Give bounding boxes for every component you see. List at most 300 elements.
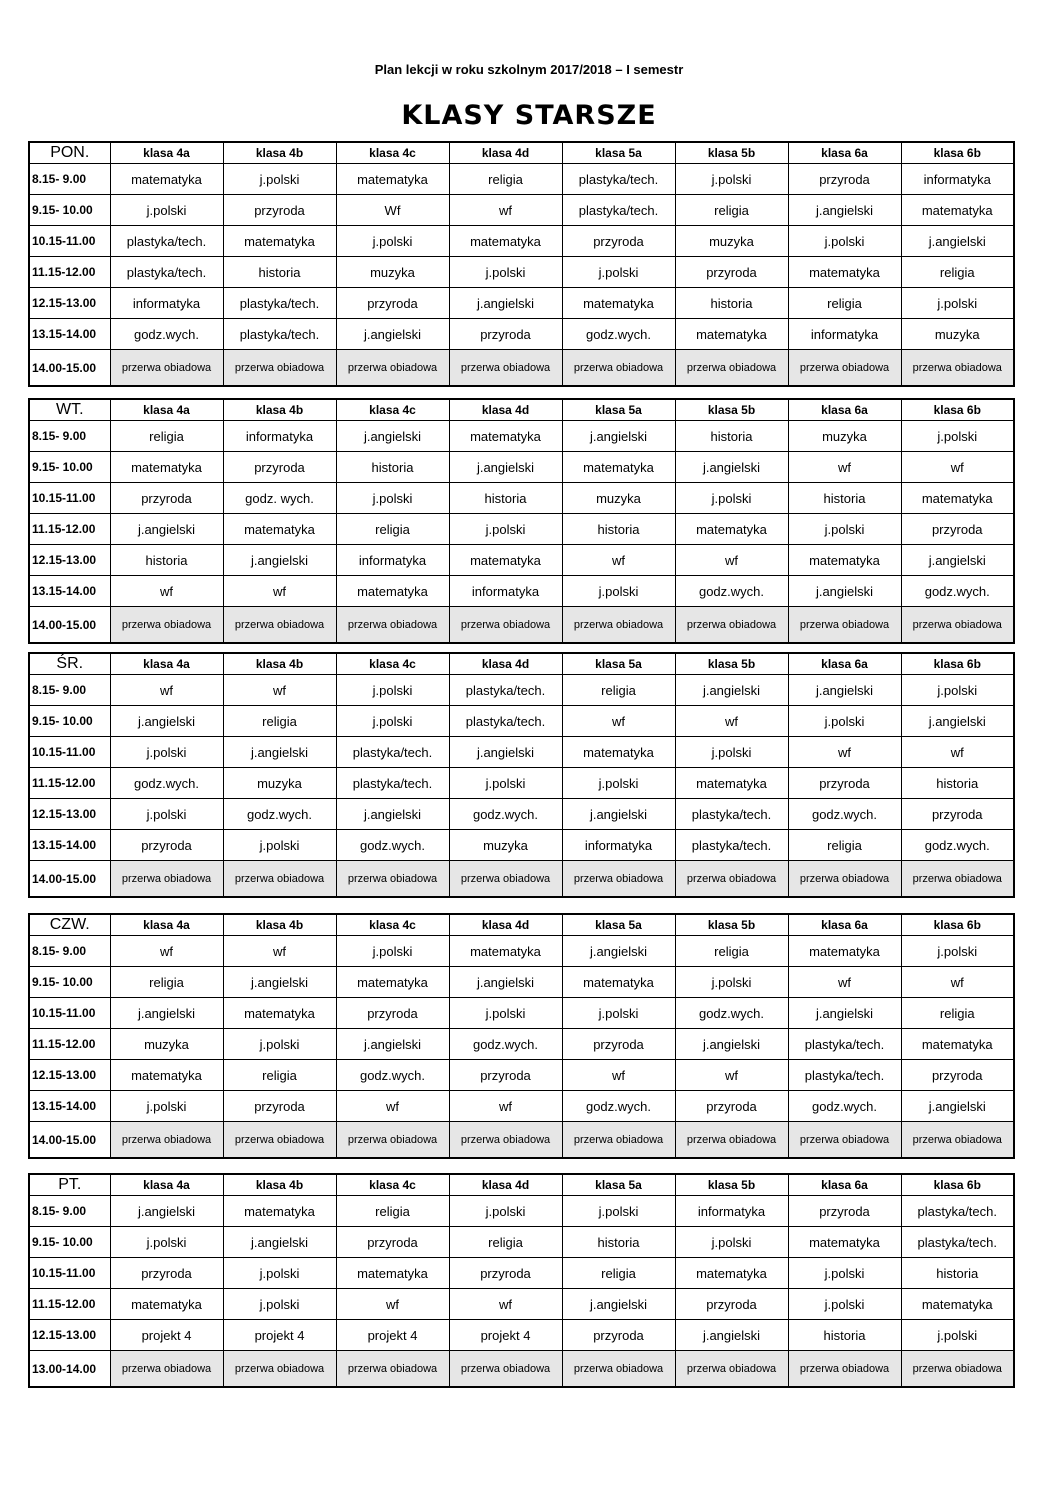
lesson-cell: j.polski [901,936,1014,967]
lesson-cell: matematyka [788,1227,901,1258]
lesson-cell: j.polski [901,1320,1014,1351]
lesson-cell: wf [449,1289,562,1320]
lesson-time: 10.15-11.00 [29,483,110,514]
lesson-cell: przyroda [562,226,675,257]
lesson-cell: religia [110,421,223,452]
lesson-row [29,319,1014,350]
break-cell: przerwa obiadowa [788,350,901,387]
lesson-cell: j.polski [675,164,788,195]
class-header: klasa 5a [562,1174,675,1196]
lesson-cell: historia [110,545,223,576]
class-header: klasa 4d [449,653,562,675]
lesson-cell: j.angielski [336,1029,449,1060]
lesson-cell: przyroda [901,514,1014,545]
lesson-cell: j.polski [449,998,562,1029]
class-header: klasa 4a [110,914,223,936]
lesson-cell: godz.wych. [562,1091,675,1122]
lesson-cell: godz.wych. [449,1029,562,1060]
break-time: 14.00-15.00 [29,607,110,644]
lesson-cell: j.angielski [562,936,675,967]
lesson-cell: wf [336,1091,449,1122]
class-header: klasa 5b [675,1174,788,1196]
lesson-cell: j.angielski [788,195,901,226]
lesson-cell: przyroda [449,319,562,350]
lunch-break-row [29,1351,1014,1388]
lesson-cell: historia [788,483,901,514]
lesson-cell: historia [562,514,675,545]
lesson-time: 11.15-12.00 [29,1029,110,1060]
break-time: 14.00-15.00 [29,350,110,387]
lesson-row [29,1091,1014,1122]
lesson-cell: godz.wych. [110,768,223,799]
lesson-cell: matematyka [788,936,901,967]
break-cell: przerwa obiadowa [788,861,901,898]
break-cell: przerwa obiadowa [675,1122,788,1159]
lesson-cell: godz.wych. [336,1060,449,1091]
lesson-cell: historia [562,1227,675,1258]
break-cell: przerwa obiadowa [562,350,675,387]
class-header: klasa 6b [901,399,1014,421]
break-cell: przerwa obiadowa [675,607,788,644]
lesson-cell: j.angielski [901,706,1014,737]
lesson-row [29,1289,1014,1320]
lesson-cell: j.angielski [110,514,223,545]
lesson-cell: religia [675,936,788,967]
lesson-cell: religia [901,257,1014,288]
lesson-cell: j.polski [336,226,449,257]
lesson-cell: religia [336,514,449,545]
lesson-cell: religia [449,164,562,195]
lesson-time: 8.15- 9.00 [29,675,110,706]
lesson-cell: wf [788,737,901,768]
lesson-time: 10.15-11.00 [29,1258,110,1289]
lesson-cell: historia [223,257,336,288]
break-cell: przerwa obiadowa [788,1351,901,1388]
lesson-time: 12.15-13.00 [29,1320,110,1351]
day-table [28,398,1015,644]
lesson-cell: j.polski [110,737,223,768]
lunch-break-row [29,607,1014,644]
lesson-cell: godz.wych. [223,799,336,830]
break-cell: przerwa obiadowa [562,607,675,644]
lesson-cell: j.polski [675,967,788,998]
lesson-cell: j.polski [223,830,336,861]
lesson-time: 13.15-14.00 [29,1091,110,1122]
lesson-cell: projekt 4 [223,1320,336,1351]
class-header: klasa 4c [336,399,449,421]
break-cell: przerwa obiadowa [449,1351,562,1388]
lesson-cell: wf [223,576,336,607]
day-table [28,913,1015,1159]
lesson-cell: wf [675,1060,788,1091]
lesson-row [29,421,1014,452]
break-cell: przerwa obiadowa [223,350,336,387]
lesson-cell: j.polski [675,483,788,514]
class-header: klasa 5b [675,653,788,675]
lesson-cell: j.angielski [675,1320,788,1351]
lesson-cell: j.angielski [336,799,449,830]
lesson-time: 13.15-14.00 [29,576,110,607]
lesson-cell: matematyka [110,164,223,195]
break-time: 14.00-15.00 [29,1122,110,1159]
lesson-time: 12.15-13.00 [29,1060,110,1091]
lesson-cell: plastyka/tech. [675,830,788,861]
lesson-cell: matematyka [223,226,336,257]
lesson-cell: projekt 4 [336,1320,449,1351]
lesson-cell: wf [449,1091,562,1122]
lesson-cell: godz.wych. [788,799,901,830]
lesson-cell: j.polski [901,288,1014,319]
lesson-cell: przyroda [336,288,449,319]
lesson-cell: religia [562,675,675,706]
class-header: klasa 4c [336,142,449,164]
lesson-cell: matematyka [449,936,562,967]
lesson-time: 12.15-13.00 [29,545,110,576]
lesson-time: 9.15- 10.00 [29,452,110,483]
lesson-cell: godz.wych. [901,576,1014,607]
lesson-cell: wf [788,967,901,998]
lesson-cell: matematyka [449,421,562,452]
lesson-cell: plastyka/tech. [562,195,675,226]
break-cell: przerwa obiadowa [449,607,562,644]
lesson-cell: matematyka [223,514,336,545]
lesson-cell: historia [901,768,1014,799]
lesson-row [29,576,1014,607]
break-cell: przerwa obiadowa [336,1122,449,1159]
lesson-time: 9.15- 10.00 [29,967,110,998]
class-header: klasa 4c [336,653,449,675]
lesson-time: 8.15- 9.00 [29,936,110,967]
lesson-cell: j.angielski [562,1289,675,1320]
lesson-row [29,1258,1014,1289]
class-header: klasa 4c [336,914,449,936]
lesson-cell: informatyka [336,545,449,576]
lesson-cell: matematyka [336,164,449,195]
lesson-cell: wf [675,545,788,576]
class-header: klasa 4a [110,1174,223,1196]
lesson-time: 11.15-12.00 [29,514,110,545]
class-header: klasa 6b [901,1174,1014,1196]
class-header: klasa 4c [336,1174,449,1196]
lesson-cell: j.angielski [901,545,1014,576]
lesson-cell: plastyka/tech. [223,288,336,319]
lesson-cell: matematyka [901,483,1014,514]
class-header: klasa 5b [675,399,788,421]
class-header: klasa 5b [675,914,788,936]
lesson-cell: matematyka [336,967,449,998]
lesson-row [29,830,1014,861]
lesson-cell: historia [336,452,449,483]
lesson-row [29,737,1014,768]
class-header: klasa 4d [449,142,562,164]
lesson-row [29,483,1014,514]
lesson-cell: plastyka/tech. [901,1227,1014,1258]
break-cell: przerwa obiadowa [449,350,562,387]
class-header: klasa 5b [675,142,788,164]
lesson-cell: j.polski [110,799,223,830]
lesson-cell: informatyka [223,421,336,452]
class-header: klasa 4d [449,914,562,936]
lesson-cell: j.polski [336,483,449,514]
lesson-cell: j.angielski [788,998,901,1029]
break-cell: przerwa obiadowa [110,1122,223,1159]
lesson-cell: plastyka/tech. [562,164,675,195]
class-header: klasa 6a [788,653,901,675]
document-title: KLASY STARSZE [401,100,657,131]
break-cell: przerwa obiadowa [449,1122,562,1159]
lesson-row [29,799,1014,830]
lesson-cell: informatyka [901,164,1014,195]
lesson-cell: j.polski [788,226,901,257]
lesson-cell: przyroda [562,1320,675,1351]
lesson-cell: przyroda [110,830,223,861]
class-header: klasa 4a [110,399,223,421]
lesson-cell: j.polski [562,1196,675,1227]
lesson-time: 11.15-12.00 [29,1289,110,1320]
lesson-time: 12.15-13.00 [29,288,110,319]
lesson-cell: wf [449,195,562,226]
lesson-cell: przyroda [675,1289,788,1320]
lesson-row [29,1196,1014,1227]
class-header: klasa 4b [223,1174,336,1196]
lesson-cell: matematyka [110,1060,223,1091]
lesson-time: 11.15-12.00 [29,768,110,799]
lesson-cell: j.angielski [336,421,449,452]
day-table [28,141,1015,387]
lesson-cell: przyroda [675,1091,788,1122]
lesson-cell: przyroda [223,452,336,483]
lesson-row [29,164,1014,195]
lunch-break-row [29,350,1014,387]
lesson-time: 9.15- 10.00 [29,706,110,737]
lesson-cell: j.polski [788,1289,901,1320]
class-header: klasa 5a [562,653,675,675]
lesson-row [29,1060,1014,1091]
lesson-cell: j.angielski [223,967,336,998]
break-cell: przerwa obiadowa [223,607,336,644]
lesson-cell: religia [562,1258,675,1289]
lesson-cell: j.polski [223,1258,336,1289]
lesson-cell: matematyka [788,545,901,576]
lesson-cell: godz.wych. [449,799,562,830]
lesson-cell: przyroda [223,1091,336,1122]
lesson-cell: historia [675,421,788,452]
lesson-cell: przyroda [336,1227,449,1258]
lesson-cell: godz.wych. [562,319,675,350]
lesson-cell: wf [562,1060,675,1091]
lesson-cell: godz.wych. [675,998,788,1029]
class-header: klasa 5a [562,142,675,164]
lesson-cell: informatyka [110,288,223,319]
break-cell: przerwa obiadowa [901,1122,1014,1159]
lesson-cell: plastyka/tech. [675,799,788,830]
class-header: klasa 4a [110,142,223,164]
lesson-cell: matematyka [562,452,675,483]
lesson-cell: godz.wych. [901,830,1014,861]
lesson-cell: informatyka [562,830,675,861]
lesson-cell: plastyka/tech. [901,1196,1014,1227]
lesson-cell: j.angielski [788,675,901,706]
lesson-cell: matematyka [110,452,223,483]
lesson-cell: wf [901,967,1014,998]
lesson-row [29,967,1014,998]
lesson-cell: j.polski [675,737,788,768]
break-cell: przerwa obiadowa [336,350,449,387]
lesson-cell: j.polski [336,706,449,737]
class-header: klasa 6a [788,914,901,936]
class-header: klasa 5a [562,914,675,936]
lesson-row [29,545,1014,576]
lesson-cell: plastyka/tech. [336,768,449,799]
lesson-cell: j.polski [449,768,562,799]
lesson-cell: wf [110,576,223,607]
lesson-cell: przyroda [223,195,336,226]
lesson-cell: plastyka/tech. [110,257,223,288]
break-cell: przerwa obiadowa [110,607,223,644]
lesson-time: 13.15-14.00 [29,830,110,861]
class-header: klasa 4d [449,1174,562,1196]
lesson-cell: godz.wych. [110,319,223,350]
break-cell: przerwa obiadowa [562,1351,675,1388]
lesson-cell: przyroda [675,257,788,288]
lesson-row [29,675,1014,706]
class-header: klasa 4d [449,399,562,421]
class-header: klasa 4a [110,653,223,675]
lesson-time: 10.15-11.00 [29,737,110,768]
lesson-cell: j.polski [675,1227,788,1258]
class-header: klasa 6b [901,653,1014,675]
lesson-cell: matematyka [901,1289,1014,1320]
lesson-cell: j.angielski [449,737,562,768]
break-time: 13.00-14.00 [29,1351,110,1388]
lesson-cell: j.angielski [449,967,562,998]
break-cell: przerwa obiadowa [449,861,562,898]
lesson-cell: j.angielski [110,706,223,737]
lesson-cell: matematyka [449,545,562,576]
lesson-cell: matematyka [562,967,675,998]
lesson-cell: matematyka [562,737,675,768]
lesson-cell: historia [788,1320,901,1351]
lesson-row [29,257,1014,288]
lesson-cell: muzyka [449,830,562,861]
lesson-time: 8.15- 9.00 [29,1196,110,1227]
lesson-cell: przyroda [110,1258,223,1289]
lesson-cell: j.polski [449,1196,562,1227]
lesson-cell: muzyka [562,483,675,514]
day-name: PT. [29,1174,110,1196]
lesson-cell: wf [336,1289,449,1320]
lesson-cell: projekt 4 [449,1320,562,1351]
break-cell: przerwa obiadowa [901,607,1014,644]
lesson-cell: przyroda [449,1258,562,1289]
lesson-cell: j.polski [788,1258,901,1289]
lesson-cell: j.angielski [675,452,788,483]
lesson-cell: historia [901,1258,1014,1289]
lunch-break-row [29,861,1014,898]
lesson-time: 12.15-13.00 [29,799,110,830]
lesson-row [29,936,1014,967]
day-header-row [29,399,1014,421]
lesson-cell: j.polski [562,576,675,607]
class-header: klasa 6b [901,914,1014,936]
lesson-cell: wf [562,706,675,737]
break-cell: przerwa obiadowa [110,350,223,387]
lesson-cell: j.polski [449,514,562,545]
lesson-cell: matematyka [675,1258,788,1289]
lesson-cell: wf [788,452,901,483]
lesson-cell: j.polski [223,1029,336,1060]
lesson-row [29,1320,1014,1351]
break-cell: przerwa obiadowa [901,350,1014,387]
lesson-row [29,226,1014,257]
lesson-cell: wf [675,706,788,737]
lesson-cell: Wf [336,195,449,226]
lesson-cell: muzyka [336,257,449,288]
break-cell: przerwa obiadowa [562,861,675,898]
lesson-cell: matematyka [336,1258,449,1289]
lesson-cell: godz.wych. [788,1091,901,1122]
lesson-cell: j.angielski [336,319,449,350]
lesson-cell: matematyka [675,514,788,545]
break-cell: przerwa obiadowa [675,861,788,898]
break-cell: przerwa obiadowa [901,1351,1014,1388]
lesson-cell: przyroda [901,799,1014,830]
lesson-cell: j.angielski [223,737,336,768]
lesson-cell: matematyka [223,1196,336,1227]
lesson-cell: j.polski [110,1227,223,1258]
lesson-time: 9.15- 10.00 [29,1227,110,1258]
lesson-cell: j.polski [901,421,1014,452]
lesson-cell: godz. wych. [223,483,336,514]
lesson-cell: projekt 4 [110,1320,223,1351]
lesson-cell: j.polski [110,195,223,226]
lesson-row [29,288,1014,319]
day-name: CZW. [29,914,110,936]
lesson-cell: przyroda [901,1060,1014,1091]
lesson-cell: przyroda [788,1196,901,1227]
lesson-cell: j.angielski [562,421,675,452]
lesson-cell: przyroda [110,483,223,514]
lesson-cell: j.angielski [449,452,562,483]
break-cell: przerwa obiadowa [675,350,788,387]
lesson-cell: godz.wych. [675,576,788,607]
lesson-cell: j.angielski [562,799,675,830]
break-cell: przerwa obiadowa [788,1122,901,1159]
class-header: klasa 6a [788,1174,901,1196]
lesson-cell: religia [788,288,901,319]
break-cell: przerwa obiadowa [675,1351,788,1388]
break-cell: przerwa obiadowa [562,1122,675,1159]
lesson-cell: religia [449,1227,562,1258]
lesson-cell: j.angielski [223,1227,336,1258]
lesson-row [29,514,1014,545]
break-cell: przerwa obiadowa [223,861,336,898]
class-header: klasa 4b [223,399,336,421]
day-name: WT. [29,399,110,421]
lesson-cell: religia [223,1060,336,1091]
lesson-cell: wf [223,675,336,706]
lesson-cell: j.polski [562,998,675,1029]
lesson-row [29,452,1014,483]
break-cell: przerwa obiadowa [110,1351,223,1388]
lesson-time: 9.15- 10.00 [29,195,110,226]
lesson-time: 8.15- 9.00 [29,164,110,195]
lesson-row [29,706,1014,737]
lesson-cell: historia [675,288,788,319]
break-cell: przerwa obiadowa [336,861,449,898]
lesson-cell: j.angielski [449,288,562,319]
lesson-cell: wf [562,545,675,576]
